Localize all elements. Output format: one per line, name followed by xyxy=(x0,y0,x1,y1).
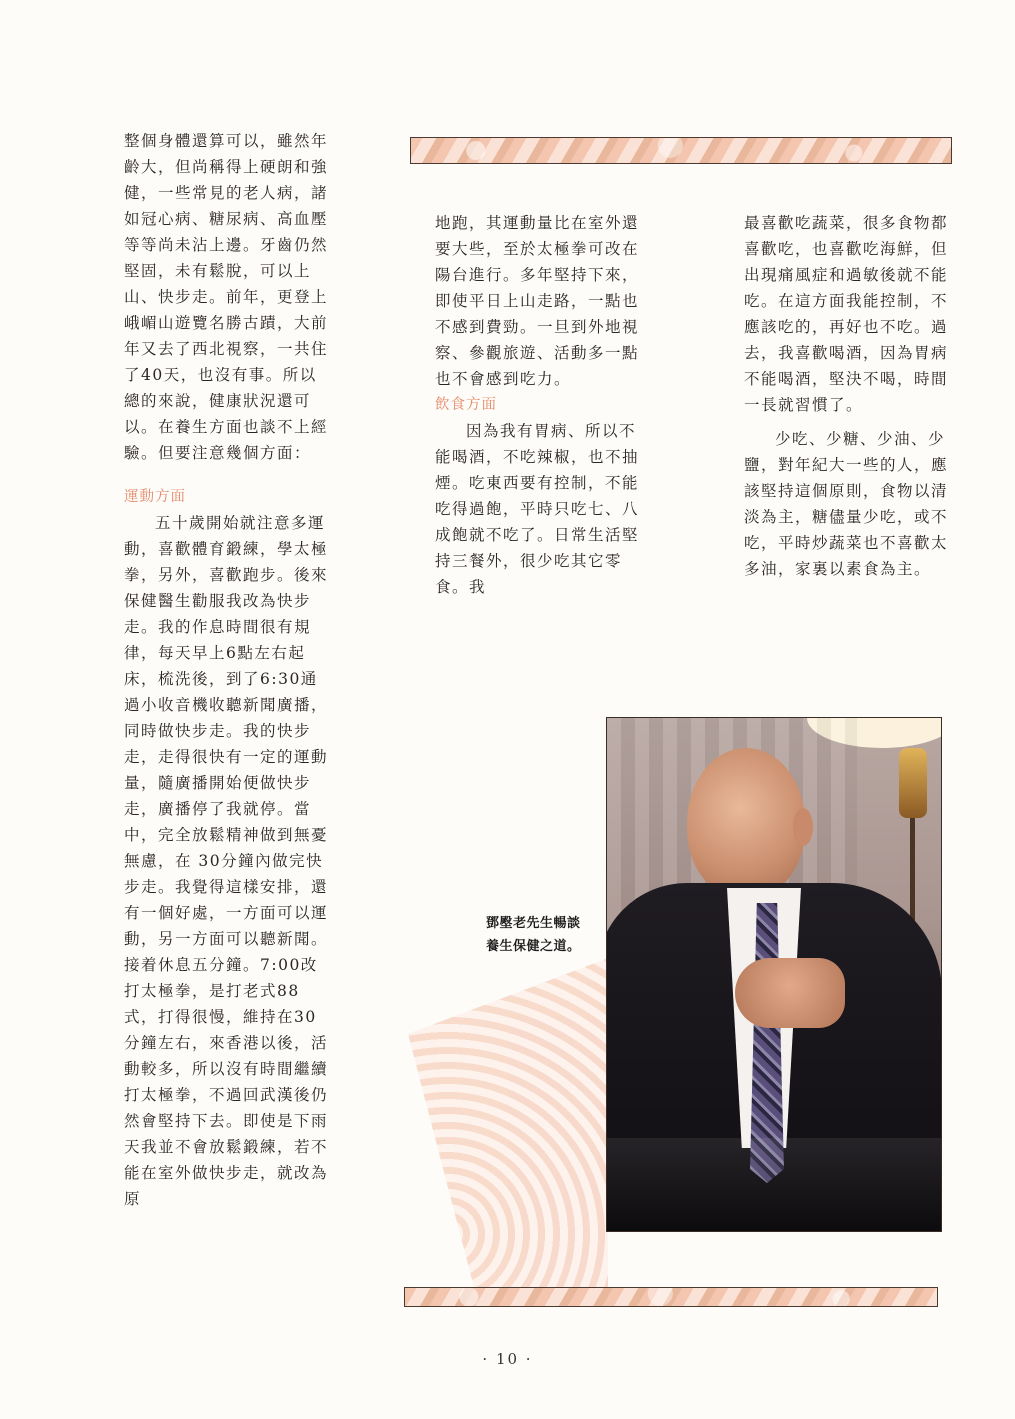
page-number: · 10 · xyxy=(482,1350,533,1368)
bottom-decorative-band xyxy=(404,1287,938,1307)
diet-continued: 最喜歡吃蔬菜，很多食物都喜歡吃，也喜歡吃海鮮，但出現痛風症和過敏後就不能吃。在這方面我能控制，不應該吃的，再好也不吃。過去，我喜歡喝酒，因為胃病不能喝酒，堅決不喝，時間一長就習慣了。 xyxy=(744,214,949,414)
lamp-glow xyxy=(899,748,927,818)
heading-exercise: 運動方面 xyxy=(124,489,186,505)
column-1 xyxy=(124,128,330,1212)
floral-decoration xyxy=(408,958,608,1303)
man-head xyxy=(687,748,805,898)
table-edge xyxy=(607,1138,941,1231)
column-2 xyxy=(435,210,640,600)
man-ear xyxy=(793,808,813,846)
intro-paragraph: 整個身體還算可以，雖然年齡大，但尚稱得上硬朗和強健，一些常見的老人病，諸如冠心病、糖尿病、高血壓等等尚未沾上邊。牙齒仍然堅固，未有鬆脫，可以上山、快步走。前年，更登上峨嵋山遊覽名勝古蹟，大前年又去了西北視察，一共住了40天，也沒有事。所以總的來說，健康狀況還可以。在養生方面也談不上經驗。但要注意幾個方面： xyxy=(124,132,329,462)
heading-diet: 飲食方面 xyxy=(435,397,497,413)
caption-line-1: 鄧壂老先生暢談 xyxy=(486,916,581,931)
photo-caption xyxy=(486,912,598,958)
man-hand xyxy=(735,958,845,1028)
diet-paragraph: 因為我有胃病、所以不能喝酒，不吃辣椒，也不抽煙。吃東西要有控制，不能吃得過飽，平時只吃七、八成飽就不吃了。日常生活堅持三餐外，很少吃其它零食。我 xyxy=(435,422,640,596)
portrait-photo xyxy=(606,717,942,1232)
column-3 xyxy=(744,210,949,582)
caption-line-2: 養生保健之道。 xyxy=(486,939,581,954)
top-decorative-band xyxy=(410,137,952,164)
diet-paragraph-2: 少吃、少糖、少油、少鹽，對年紀大一些的人，應該堅持這個原則，食物以清淡為主，糖儘量少吃，或不吃，平時炒蔬菜也不喜歡太多油，家裏以素食為主。 xyxy=(744,430,949,578)
exercise-paragraph: 五十歲開始就注意多運動，喜歡體育鍛練，學太極拳，另外，喜歡跑步。後來保健醫生勸服我改為快步走。我的作息時間很有規律，每天早上6點左右起床，梳洗後，到了6:30通過小收音機收聽新聞廣播，同時做快步走。我的快步走，走得很快有一定的運動量，隨廣播開始便做快步走，廣播停了我就停。當中，完全放鬆精神做到無憂無慮，在 30分鐘內做完快步走。我覺得這樣安排，還有一個好處，一方面可以運動，另一方面可以聽新聞。接着休息五分鐘。7:00改打太極拳，是打老式88式，打得很慢，維持在30分鐘左右，來香港以後，活動較多，所以沒有時間繼續打太極拳，不過回武漢後仍然會堅持下去。即使是下雨天我並不會放鬆鍛練，若不能在室外做快步走，就改為原 xyxy=(124,514,329,1208)
exercise-continued: 地跑，其運動量比在室外還要大些，至於太極拳可改在陽台進行。多年堅持下來，即使平日上山走路，一點也不感到費勁。一旦到外地視察、參觀旅遊、活動多一點也不會感到吃力。 xyxy=(435,214,640,388)
